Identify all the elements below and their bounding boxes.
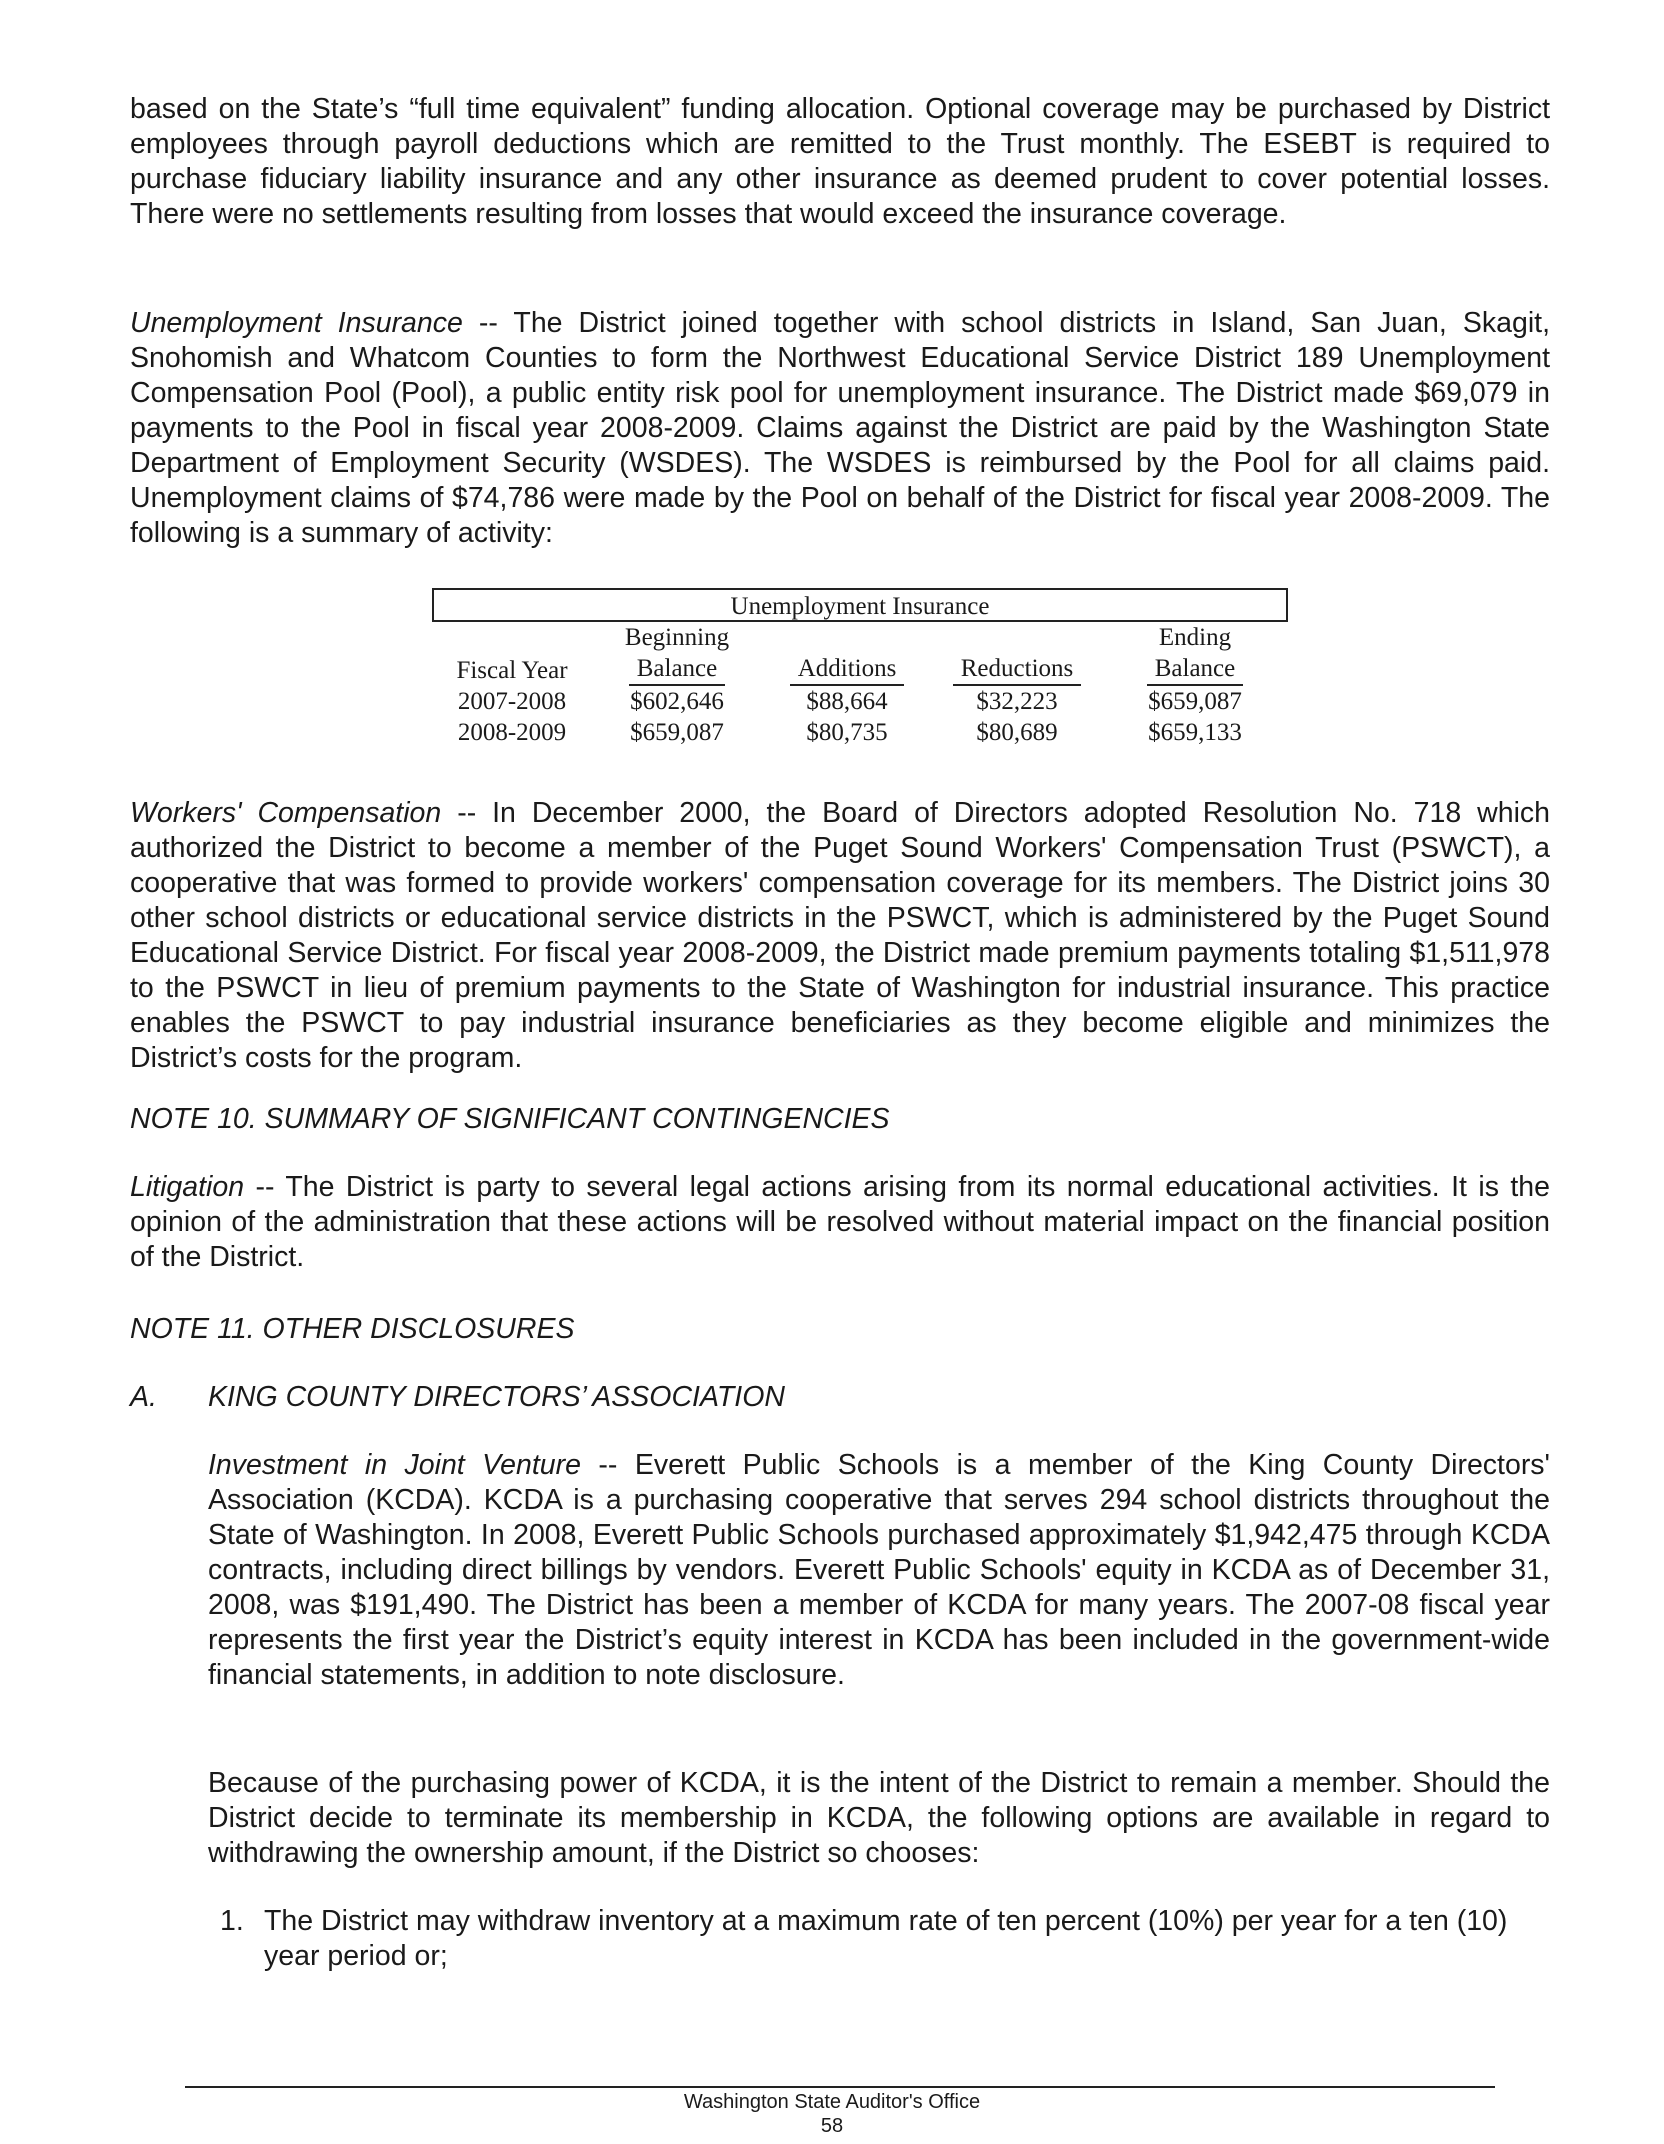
cell-additions: $80,735 [806,719,888,746]
cell-ending: $659,133 [1148,719,1242,746]
section-a-letter: A. [130,1381,157,1413]
header-reductions: Reductions [932,622,1102,686]
note-10-heading: NOTE 10. SUMMARY OF SIGNIFICANT CONTINGENCIES [130,1103,890,1135]
cell-beginning: $659,087 [630,719,724,746]
cell-ending: $659,087 [1148,688,1242,715]
workers-text: -- In December 2000, the Board of Directors adopted Resolution No. 718 which authorized the District to become a member of the Puget Sound Workers' Compensation Trust (PSWCT), a cooperative that was formed to provide workers' compensation coverage for its members. The District joins 30 other school districts or educational service districts in the PSWCT, which is administered by the Puget Sound Educational Service District. For fiscal year 2008-2009, the District made premium payments totaling $1,511,978 to the PSWCT in lieu of premium payments to the State of Washington for industrial insurance. This practice enables the PSWCT to pay industrial insurance beneficiaries as they become eligible and minimizes the District’s costs for the program. [130,797,1551,1074]
table-header-row [432,622,1288,686]
investment-text: -- Everett Public Schools is a member of the King County Directors' Association (KCDA). KCDA is a purchasing cooperative that serves 294 school districts throughout the State of Washington. In 2008, Everett Public Schools purchased approximately $1,942,475 through KCDA contracts, including direct billings by vendors. Everett Public Schools' equity in KCDA as of December 31, 2008, was $191,490. The District has been a member of KCDA for many years. The 2007-08 fiscal year represents the first year the District’s equity interest in KCDA has been included in the government-wide financial statements, in addition to note disclosure. [208,1449,1550,1691]
table-body [432,622,1288,748]
workers-label: Workers' Compensation [130,797,442,829]
header-ending-balance: Ending Balance [1102,622,1288,686]
footer-divider [185,2086,1495,2088]
cell-year: 2008-2009 [457,719,567,746]
paragraph-litigation [130,1170,1550,1275]
paragraph-unemployment [130,306,1550,551]
section-a-title: KING COUNTY DIRECTORS’ ASSOCIATION [208,1381,785,1413]
table-title: Unemployment Insurance [432,588,1288,622]
page-number: 58 [820,2115,844,2137]
unemployment-label: Unemployment Insurance [130,307,463,339]
paragraph-esebt: based on the State’s “full time equivalent” funding allocation. Optional coverage may be purchased by District employees through payroll deductions which are remitted to the Trust monthly. The ESEBT is required to purchase fiduciary liability insurance and any other insurance as deemed prudent to cover potential losses. There were no settlements resulting from losses that would exceed the insurance coverage. [130,93,1550,230]
cell-reductions: $32,223 [976,688,1058,715]
investment-label: Investment in Joint Venture [208,1449,581,1481]
cell-year: 2007-2008 [457,688,567,715]
withdrawal-options [220,1904,1510,1974]
paragraph-workers-compensation [130,796,1550,1076]
litigation-label: Litigation [130,1171,245,1203]
unemployment-text: -- The District joined together with school districts in Island, San Juan, Skagit, Snohomish and Whatcom Counties to form the Northwest Educational Service District 189 Unemployment Compensation Pool (Pool), a public entity risk pool for unemployment insurance. The District made $69,079 in payments to the Pool in fiscal year 2008-2009. Claims against the District are paid by the Washington State Department of Employment Security (WSDES). The WSDES is reimbursed by the Pool for all claims paid. Unemployment claims of $74,786 were made by the Pool on behalf of the District for fiscal year 2008-2009. The following is a summary of activity: [130,307,1550,549]
list-item-text: The District may withdraw inventory at a maximum rate of ten percent (10%) per year for a ten (10) year period or; [264,1905,1508,1972]
litigation-text: -- The District is party to several legal actions arising from its normal educational activities. It is the opinion of the administration that these actions will be resolved without material impact on the financial position of the District. [130,1171,1550,1273]
list-item [220,1904,1510,1974]
list-item-number: 1. [220,1905,244,1937]
cell-additions: $88,664 [806,688,888,715]
cell-reductions: $80,689 [976,719,1058,746]
header-fiscal-year: Fiscal Year [456,657,568,684]
table-row [432,686,1288,717]
table-row [432,717,1288,748]
paragraph-investment [208,1448,1550,1693]
footer-office: Washington State Auditor's Office [683,2091,981,2113]
paragraph-purchasing-power: Because of the purchasing power of KCDA, it is the intent of the District to remain a member. Should the District decide to terminate its membership in KCDA, the following options are available in regard to withdrawing the ownership amount, if the District so chooses: [208,1767,1550,1869]
unemployment-table [432,588,1288,748]
header-beginning-balance: Beginning Balance [592,622,762,686]
note-11-heading: NOTE 11. OTHER DISCLOSURES [130,1313,575,1345]
header-additions: Additions [762,622,932,686]
cell-beginning: $602,646 [630,688,724,715]
